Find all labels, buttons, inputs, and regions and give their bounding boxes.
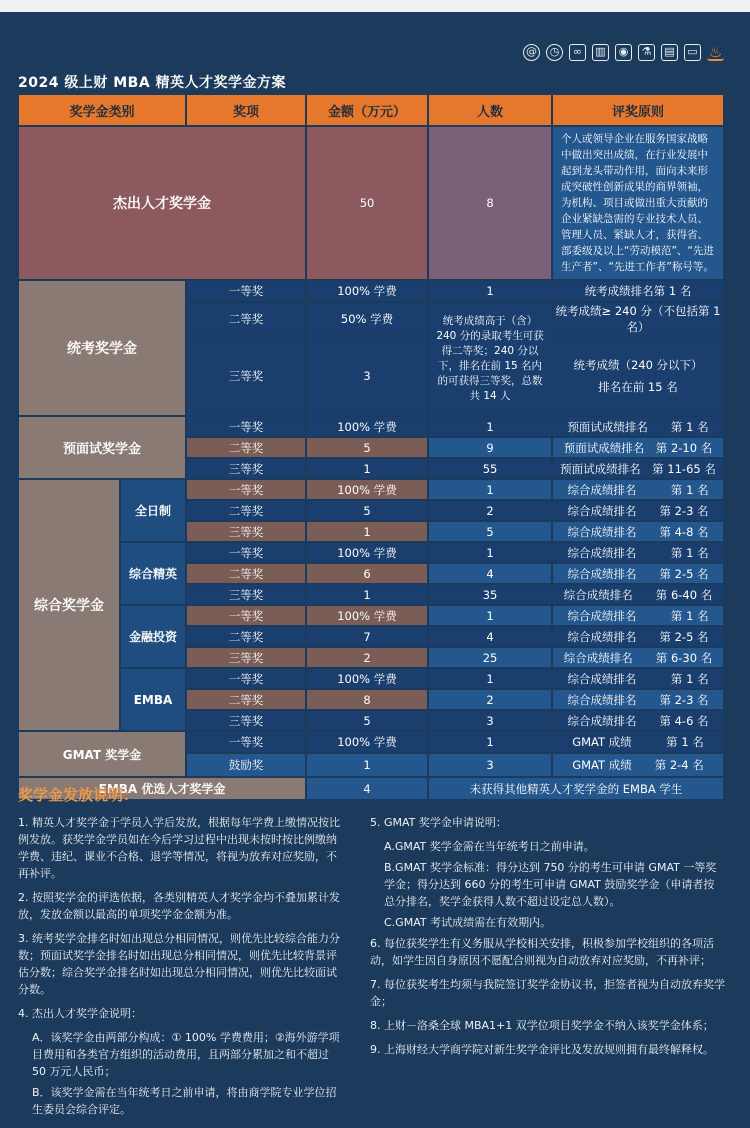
cell-award: 二等奖 (187, 501, 305, 520)
category-comprehensive: 综合奖学金 (19, 480, 119, 730)
note-item: 7. 每位获奖考生均须与我院签订奖学金协议书，拒签者视为自动放弃奖学金； (370, 978, 725, 1008)
subcategory-elite: 综合精英 (121, 543, 185, 604)
table-row (19, 480, 723, 499)
notes-left-column (18, 814, 340, 1122)
cell-amount: 1 (307, 754, 427, 776)
cell-principle: 综合成绩排名 第 2-3 名 (553, 690, 723, 709)
cell-principle: 综合成绩排名 第 2-5 名 (553, 627, 723, 646)
cell-count: 1 (429, 480, 551, 499)
cell-count: 4 (429, 564, 551, 583)
cell-award: 一等奖 (187, 281, 305, 301)
cell-count: 1 (429, 281, 551, 301)
cell-count: 1 (429, 732, 551, 752)
cell-award: 三等奖 (187, 585, 305, 604)
cell-count: 9 (429, 438, 551, 457)
note-item: 5. GMAT 奖学金申请说明： (370, 816, 507, 829)
cell-principle: 综合成绩排名 第 1 名 (553, 480, 723, 499)
cell-amount: 5 (307, 438, 427, 457)
note-subitem: B.GMAT 奖学金标准：得分达到 750 分的考生可申请 GMAT 一等奖学金；得分达到 660 分的考生可申请 GMAT 鼓励奖学金（申请者按总分排名，奖学金获得人数不超过设定总人数）。 (384, 861, 717, 908)
cell-award: 一等奖 (187, 543, 305, 562)
cell-amount: 1 (307, 585, 427, 604)
cell-principle: 个人或领导企业在服务国家战略中做出突出成绩，在行业发展中起到龙头带动作用，面向未来形成突破性创新成果的商界领袖，为机构、项目或做出重大贡献的企业紧缺急需的专业技术人员、管理人员、紧缺人才，获得省、部委级及以上“劳动模范”、“先进生产者”、“先进工作者”称号等。 (553, 127, 723, 279)
spiral-icon: @ (523, 44, 540, 61)
cell-count: 25 (429, 648, 551, 667)
cell-amount: 1 (307, 459, 427, 478)
cell-amount: 100% 学费 (307, 543, 427, 562)
cell-amount: 100% 学费 (307, 480, 427, 499)
note-subitem: A.GMAT 奖学金需在当年统考日之前申请。 (384, 840, 595, 853)
cell-award: 一等奖 (187, 732, 305, 752)
cell-award: 鼓励奖 (187, 754, 305, 776)
cell-principle: GMAT 成绩 第 1 名 (553, 732, 723, 752)
cell-count: 1 (429, 669, 551, 688)
cell-principle: 预面试成绩排名 第 2-10 名 (553, 438, 723, 457)
cell-award: 三等奖 (187, 337, 305, 415)
cell-principle: 预面试成绩排名 第 11-65 名 (553, 459, 723, 478)
cell-count: 1 (429, 606, 551, 625)
cell-amount: 5 (307, 711, 427, 730)
cell-amount: 100% 学费 (307, 281, 427, 301)
clock-icon: ◷ (546, 44, 563, 61)
icon-strip (523, 44, 724, 61)
subcategory-fulltime: 全日制 (121, 480, 185, 541)
notebook-icon: ▤ (661, 44, 678, 61)
cell-award: 二等奖 (187, 627, 305, 646)
cell-count: 8 (429, 127, 551, 279)
scholarship-table (17, 93, 725, 801)
header-amount: 金额（万元） (307, 95, 427, 125)
book-icon: ▥ (592, 44, 609, 61)
cell-principle: GMAT 成绩 第 2-4 名 (553, 754, 723, 776)
header-award: 奖项 (187, 95, 305, 125)
flame-icon: ♨ (708, 43, 723, 61)
cell-amount: 100% 学费 (307, 606, 427, 625)
subcategory-emba: EMBA (121, 669, 185, 730)
note-item: 3. 统考奖学金排名时如出现总分相同情况，则优先比较综合能力分数；预面试奖学金排名时如出现总分相同情况，则优先比较背景评估分数；综合奖学金排名时如出现总分相同情况，则优先比较面试分数。 (18, 932, 340, 996)
header-principle: 评奖原则 (553, 95, 723, 125)
cell-amount: 100% 学费 (307, 669, 427, 688)
cell-amount: 1 (307, 522, 427, 541)
cell-principle: 综合成绩排名 第 4-6 名 (553, 711, 723, 730)
cell-count: 55 (429, 459, 551, 478)
glasses-icon: ∞ (569, 44, 586, 61)
note-item: 9. 上海财经大学商学院对新生奖学金评比及发放规则拥有最终解释权。 (370, 1043, 714, 1056)
header-category: 奖学金类别 (19, 95, 185, 125)
cell-award: 三等奖 (187, 648, 305, 667)
note-subitem: B．该奖学金需在当年统考日之前申请，将由商学院专业学位招生委员会综合评定。 (32, 1086, 337, 1116)
table-row (19, 669, 723, 688)
cell-principle: 综合成绩排名 第 1 名 (553, 669, 723, 688)
cell-principle: 综合成绩排名 第 2-5 名 (553, 564, 723, 583)
page-title: 2024 级上财 MBA 精英人才奖学金方案 (18, 75, 287, 91)
category-pre-interview: 预面试奖学金 (19, 417, 185, 478)
cell-principle: 统考成绩（240 分以下） 排名在前 15 名 (553, 337, 723, 415)
table-row (19, 417, 723, 436)
subcategory-finance: 金融投资 (121, 606, 185, 667)
cell-amount: 5 (307, 501, 427, 520)
cell-award: 二等奖 (187, 690, 305, 709)
cell-award: 一等奖 (187, 480, 305, 499)
note-subitem: C.GMAT 考试成绩需在有效期内。 (384, 916, 552, 929)
cell-count: 1 (429, 543, 551, 562)
cell-principle: 综合成绩排名 第 6-30 名 (553, 648, 723, 667)
cell-amount: 50% 学费 (307, 303, 427, 335)
cell-amount: 8 (307, 690, 427, 709)
cell-count: 35 (429, 585, 551, 604)
table-row (19, 606, 723, 625)
cell-count-shared: 统考成绩高于（含）240 分的录取考生可获得二等奖；240 分以下，排名在前 15 名内的可获得三等奖，总数共 14 人 (429, 303, 551, 415)
category-outstanding: 杰出人才奖学金 (19, 127, 305, 279)
cell-principle: 综合成绩排名 第 4-8 名 (553, 522, 723, 541)
note-item: 1. 精英人才奖学金于学员入学后发放，根据每年学费上缴情况按比例发放。获奖学金学员如在今后学习过程中出现未按时按比例缴纳学费、违纪、课业不合格、退学等情况，将视为放弃对应奖励，不再补评。 (18, 816, 340, 880)
table-row (19, 281, 723, 301)
cell-amount: 3 (307, 337, 427, 415)
cell-principle: 综合成绩排名 第 1 名 (553, 606, 723, 625)
cell-amount: 6 (307, 564, 427, 583)
note-item: 8. 上财－洛桑全球 MBA1+1 双学位项目奖学金不纳入该奖学金体系； (370, 1019, 714, 1032)
cell-count: 2 (429, 501, 551, 520)
cell-count: 3 (429, 711, 551, 730)
cell-principle: 综合成绩排名 第 2-3 名 (553, 501, 723, 520)
table-header-row (19, 95, 723, 125)
category-emba-select: EMBA 优选人才奖学金 (19, 778, 305, 799)
cell-principle: 统考成绩≥ 240 分（不包括第 1 名） (553, 303, 723, 335)
notes-right-column (370, 814, 725, 1065)
table-row (19, 732, 723, 752)
cell-count: 3 (429, 754, 551, 776)
cell-principle: 预面试成绩排名 第 1 名 (553, 417, 723, 436)
header-count: 人数 (429, 95, 551, 125)
cell-award: 一等奖 (187, 417, 305, 436)
cell-count: 5 (429, 522, 551, 541)
cell-award: 一等奖 (187, 606, 305, 625)
cell-amount: 100% 学费 (307, 417, 427, 436)
cell-amount: 100% 学费 (307, 732, 427, 752)
table-row (19, 543, 723, 562)
note-item: 2. 按照奖学金的评选依据，各类别精英人才奖学金均不叠加累计发放，发放金额以最高的单项奖学金金额为准。 (18, 891, 340, 921)
cell-count: 2 (429, 690, 551, 709)
cell-award: 三等奖 (187, 459, 305, 478)
notes-title: 奖学金发放说明： (18, 786, 139, 804)
cell-award: 二等奖 (187, 564, 305, 583)
cell-principle: 未获得其他精英人才奖学金的 EMBA 学生 (429, 778, 723, 799)
note-item: 4. 杰出人才奖学金说明： (18, 1007, 142, 1020)
top-band (0, 0, 750, 12)
cell-award: 三等奖 (187, 522, 305, 541)
cell-amount: 2 (307, 648, 427, 667)
cell-principle: 综合成绩排名 第 1 名 (553, 543, 723, 562)
cell-amount: 50 (307, 127, 427, 279)
cell-award: 三等奖 (187, 711, 305, 730)
monitor-icon: ▭ (684, 44, 701, 61)
cell-award: 二等奖 (187, 438, 305, 457)
cell-count: 1 (429, 417, 551, 436)
category-exam: 统考奖学金 (19, 281, 185, 415)
cell-award: 一等奖 (187, 669, 305, 688)
table-row (19, 127, 723, 279)
globe-icon: ◉ (615, 44, 632, 61)
note-subitem: A．该奖学金由两部分构成：① 100% 学费费用；②海外游学项目费用和各类官方组织的活动费用，且两部分累加之和不超过 50 万元人民币； (32, 1031, 340, 1078)
note-item: 6. 每位获奖学生有义务服从学校相关安排，积极参加学校组织的各项活动，如学生因自身原因不愿配合则视为自动放弃对应奖励，不再补评； (370, 937, 714, 967)
cell-award: 二等奖 (187, 303, 305, 335)
cell-principle: 统考成绩排名第 1 名 (553, 281, 723, 301)
category-gmat: GMAT 奖学金 (19, 732, 185, 776)
flask-icon: ⚗ (638, 44, 655, 61)
cell-count: 4 (429, 627, 551, 646)
cell-amount: 4 (307, 778, 427, 799)
cell-amount: 7 (307, 627, 427, 646)
cell-principle: 综合成绩排名 第 6-40 名 (553, 585, 723, 604)
